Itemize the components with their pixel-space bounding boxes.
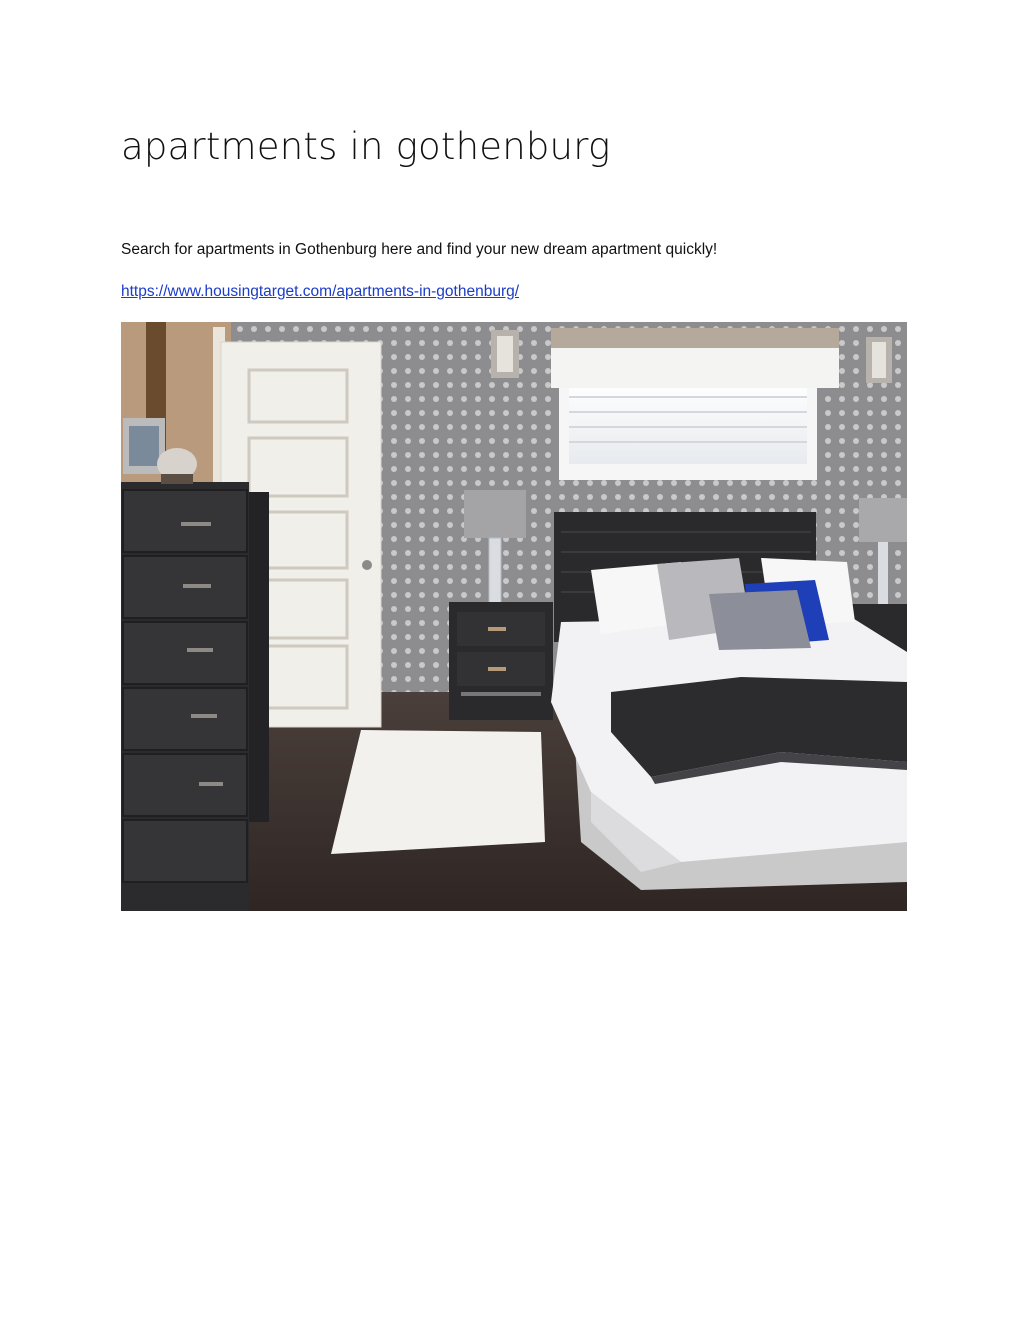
page-title: apartments in gothenburg [121,125,611,168]
rug [331,730,545,854]
housingtarget-link[interactable]: https://www.housingtarget.com/apartments-in-gothenburg/ [121,283,520,300]
lamp-right [859,498,907,542]
valance [551,328,839,350]
bedroom-photo [121,322,907,911]
pillow-grey-small [709,590,811,650]
page-description: Search for apartments in Gothenburg here and find your new dream apartment quickly! [121,241,718,258]
lamp-left [464,490,526,538]
